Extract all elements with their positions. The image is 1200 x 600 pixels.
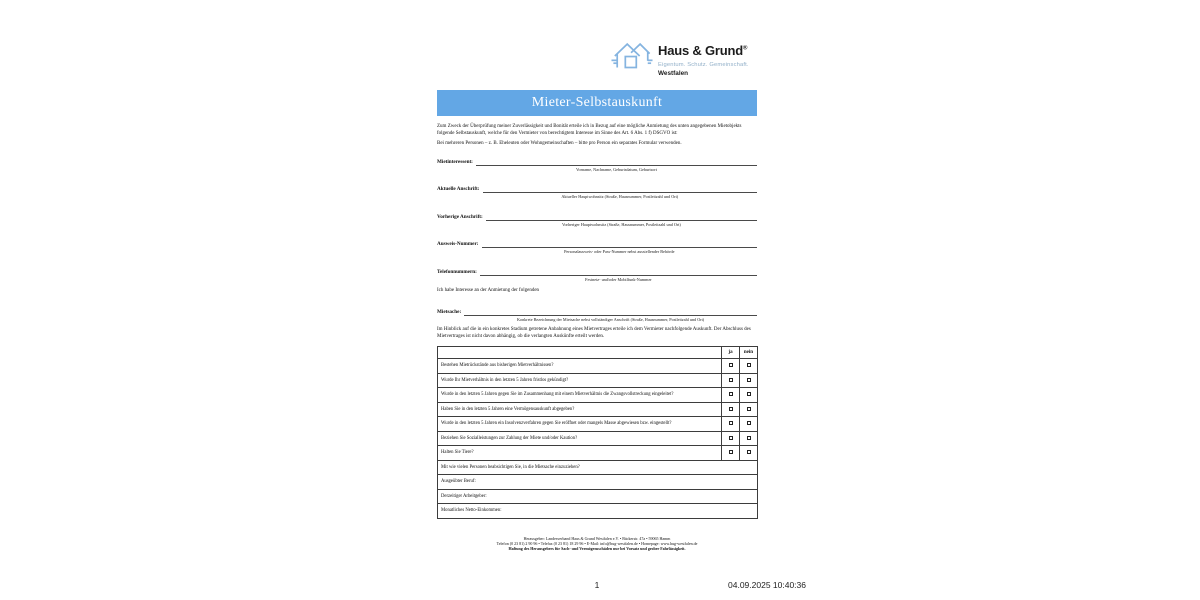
checkbox-icon	[747, 421, 751, 425]
checkbox-icon	[747, 407, 751, 411]
checkbox-icon	[747, 378, 751, 382]
checkbox-icon	[747, 450, 751, 454]
yes-cell	[722, 402, 740, 417]
registered-trademark: ®	[743, 45, 748, 52]
field-input-line	[480, 270, 757, 283]
field-vorherige-anschrift	[437, 214, 757, 228]
table-header-row	[438, 347, 758, 359]
checkbox-icon	[747, 392, 751, 396]
self-disclosure-table	[437, 346, 758, 519]
table-row	[438, 446, 758, 461]
question-text: Beziehen Sie Sozialleistungen zur Zahlung der Miete und/oder Kaution?	[438, 431, 722, 446]
haus-und-grund-logo	[611, 39, 749, 77]
table-row	[438, 359, 758, 374]
field-caption: Konkrete Bezeichnung der Mietsache nebst vollständiger Anschrift (Straße, Hausnummer, Postleitzahl und Ort)	[517, 317, 705, 323]
field-input-line	[476, 160, 757, 173]
interest-line: Ich habe Interesse an der Anmietung der folgenden	[437, 288, 540, 293]
field-input-line	[464, 310, 757, 323]
brand-name: Haus & Grund®	[658, 43, 748, 58]
field-input-line	[486, 215, 757, 228]
question-text: Wurde in den letzten 5 Jahren gegen Sie im Zusammenhang mit einem Mietverhältnis die Zwangsvollstreckung eingeleitet?	[438, 388, 722, 403]
table-row	[438, 402, 758, 417]
question-text: Haben Sie in den letzten 5 Jahren eine Vermögensauskunft abgegeben?	[438, 402, 722, 417]
table-row	[438, 417, 758, 432]
yes-cell	[722, 373, 740, 388]
field-label: Mietsache:	[437, 309, 462, 315]
field-label: Aktuelle Anschrift:	[437, 186, 480, 192]
question-column-header	[438, 347, 722, 359]
form-page	[437, 0, 757, 600]
brand-tagline: Eigentum. Schutz. Gemeinschaft.	[658, 61, 749, 68]
no-cell	[740, 373, 758, 388]
checkbox-icon	[729, 450, 733, 454]
field-caption: Festnetz- und/oder Mobilfunk-Nummer	[585, 277, 652, 283]
table-row	[438, 475, 758, 490]
table-row	[438, 489, 758, 504]
field-input-line	[482, 242, 758, 255]
checkbox-icon	[729, 392, 733, 396]
yes-cell	[722, 446, 740, 461]
page-number: 1	[594, 580, 600, 590]
table-row	[438, 504, 758, 519]
house-logo-icon	[611, 39, 653, 75]
intro-paragraph: Zum Zweck der Überprüfung meiner Zuverlässigkeit und Bonität erteile ich in Bezug auf eine mögliche Anmietung des unten angegebenen Mietobjekts folgende Selbstauskunft, welche für den Vermieter von berechtigtem Interesse im Sinne des Art. 6 Abs. 1 f) DSGVO ist:	[437, 124, 742, 136]
checkbox-icon	[747, 363, 751, 367]
field-mietsache	[437, 309, 757, 323]
field-label: Ausweis-Nummer:	[437, 241, 479, 247]
footer-line-3: Haftung des Herausgebers für Sach- und Vermögensschäden nur bei Vorsatz und grober Fahrlässigkeit.	[508, 546, 686, 552]
form-title: Mieter-Selbstauskunft	[437, 90, 757, 116]
intro-text	[437, 124, 757, 148]
no-cell	[740, 402, 758, 417]
footer-line-1: Herausgeber: Landesverband Haus & Grund Westfalen e.V. • Bäckerstr. 47a • 59065 Hamm	[523, 536, 671, 541]
checkbox-icon	[747, 436, 751, 440]
field-mietinteressent	[437, 159, 757, 173]
yes-cell	[722, 431, 740, 446]
field-label: Vorherige Anschrift:	[437, 214, 483, 220]
no-column-header: nein	[740, 347, 758, 359]
no-cell	[740, 388, 758, 403]
field-input-line	[483, 187, 757, 200]
field-label: Telefonnummern:	[437, 269, 477, 275]
yes-cell	[722, 388, 740, 403]
disclosure-paragraph: Im Hinblick auf die in ein konkretes Stadium getretene Anbahnung eines Mietvertrages erteile ich dem Vermieter nachfolgende Auskunft. Der Abschluss des Mietvertrages ist nicht davon abhängig, ob die verlangten Auskünfte erteilt werden.	[437, 327, 751, 339]
field-caption: Vorname, Nachname, Geburtsdatum, Geburtsort	[576, 167, 657, 173]
brand-region: Westfalen	[658, 70, 689, 77]
question-text: Wurde in den letzten 5 Jahren ein Insolvenzverfahren gegen Sie eröffnet oder mangels Masse abgewiesen bzw. eingestellt?	[438, 417, 722, 432]
field-caption: Aktueller Hauptwohnsitz (Straße, Hausnummer, Postleitzahl und Ort)	[561, 194, 679, 200]
field-telefonnummern	[437, 269, 757, 283]
no-cell	[740, 446, 758, 461]
table-row	[438, 431, 758, 446]
open-question-text: Derzeitiger Arbeitgeber:	[438, 489, 758, 504]
field-label: Mietinteressent:	[437, 159, 473, 165]
yes-cell	[722, 359, 740, 374]
checkbox-icon	[729, 436, 733, 440]
yes-cell	[722, 417, 740, 432]
open-question-text: Monatliches Netto-Einkommen:	[438, 504, 758, 519]
checkbox-icon	[729, 363, 733, 367]
yes-column-header: ja	[722, 347, 740, 359]
print-timestamp: 04.09.2025 10:40:36	[728, 580, 806, 590]
open-question-text: Mit wie vielen Personen beabsichtigen Sie, in die Mietsache einzuziehen?	[438, 460, 758, 475]
question-text: Bestehen Mietrückstände aus bisherigen Mietverhältnissen?	[438, 359, 722, 374]
no-cell	[740, 417, 758, 432]
field-ausweis-nummer	[437, 241, 757, 255]
question-text: Wurde Ihr Mietverhältnis in den letzten 5 Jahren fristlos gekündigt?	[438, 373, 722, 388]
checkbox-icon	[729, 421, 733, 425]
table-row	[438, 373, 758, 388]
field-caption: Personalausweis- oder Pass-Nummer nebst ausstellender Behörde	[564, 249, 675, 255]
no-cell	[740, 359, 758, 374]
field-aktuelle-anschrift	[437, 186, 757, 200]
footer-line-2: Telefon (0 23 81) 2 90 96 • Telefax (0 23 81) 18 29 96 • E-Mail: info@hug-westfalen.de • Homepage: www.hug-westfalen.de	[496, 541, 698, 547]
publisher-footer	[437, 536, 757, 552]
checkbox-icon	[729, 407, 733, 411]
table-row	[438, 388, 758, 403]
table-row	[438, 460, 758, 475]
intro-note: Bei mehreren Personen – z. B. Eheleuten oder Wohngemeinschaften – bitte pro Person ein separates Formular verwenden.	[437, 140, 682, 146]
field-caption: Vorheriger Hauptwohnsitz (Straße, Hausnummer, Postleitzahl und Ort)	[561, 222, 681, 228]
checkbox-icon	[729, 378, 733, 382]
no-cell	[740, 431, 758, 446]
question-text: Halten Sie Tiere?	[438, 446, 722, 461]
logo-text-block	[658, 39, 749, 77]
open-question-text: Ausgeübter Beruf:	[438, 475, 758, 490]
